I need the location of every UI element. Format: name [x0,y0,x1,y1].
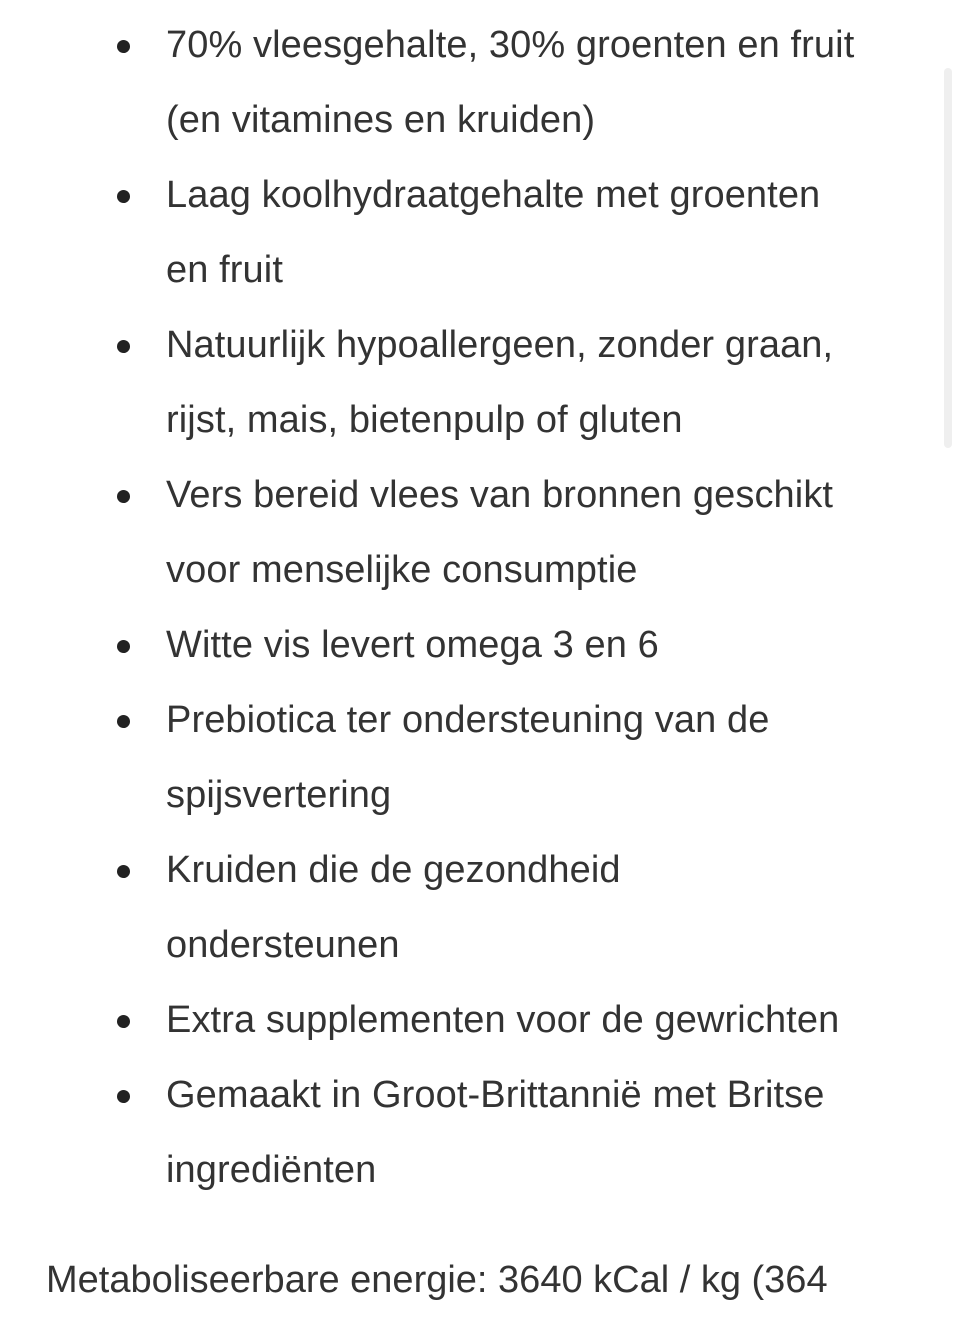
list-item-line: voor menselijke consumptie [166,549,638,591]
list-item-line: Natuurlijk hypoallergeen, zonder graan, [166,324,834,366]
bullet-icon [117,490,130,503]
list-item [0,308,930,458]
list-item-line: Kruiden die de gezondheid [166,849,621,891]
list-item-line: spijsvertering [166,774,392,816]
list-item [0,1058,930,1208]
list-item-line: Witte vis levert omega 3 en 6 [166,624,659,666]
list-item [0,608,930,683]
bullet-icon [117,865,130,878]
list-item-line: 70% vleesgehalte, 30% groenten en fruit [166,24,855,66]
bullet-icon [117,340,130,353]
list-item-line: Gemaakt in Groot-Brittannië met Britse [166,1074,825,1116]
list-item [0,683,930,833]
list-item [0,833,930,983]
list-item-line: (en vitamines en kruiden) [166,99,596,141]
list-item-line: Prebiotica ter ondersteuning van de [166,699,770,741]
list-item-line: rijst, mais, bietenpulp of gluten [166,399,683,441]
bullet-icon [117,190,130,203]
list-item-line: ingrediënten [166,1149,377,1191]
bullet-icon [117,715,130,728]
list-item-line: en fruit [166,249,283,291]
list-item [0,158,930,308]
bullet-icon [117,1015,130,1028]
bullet-icon [117,640,130,653]
bullet-icon [117,1090,130,1103]
list-item-line: ondersteunen [166,924,400,966]
list-item [0,983,930,1058]
list-item-line: Laag koolhydraatgehalte met groenten [166,174,821,216]
list-item [0,8,930,158]
bullet-icon [117,40,130,53]
feature-list [0,8,930,1208]
list-item-line: Vers bereid vlees van bronnen geschikt [166,474,834,516]
vertical-scrollbar[interactable] [944,68,952,448]
list-item [0,458,930,608]
metabolizable-energy-text: Metaboliseerbare energie: 3640 kCal / kg (364 [46,1259,828,1301]
list-item-line: Extra supplementen voor de gewrichten [166,999,840,1041]
